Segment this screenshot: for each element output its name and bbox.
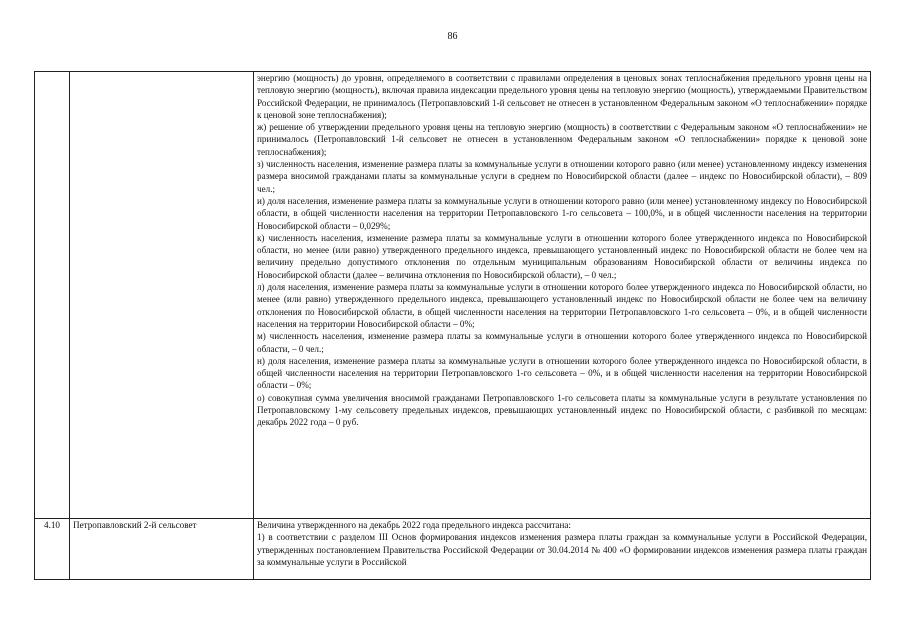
paragraph: к) численность населения, изменение размера платы за коммунальные услуги в отношении которого более утвержденного индекса по Новосибирской области, но менее (или равно) утвержденного предельного индекса, превышающего установленный индекс по Новосибирской области не более чем на величину предельно допустимого отклонения по отдельным муниципальным образованиям Новосибирской области от величины индекса по Новосибирской области (далее – величина отклонения по Новосибирской области), – 0 чел.; [257, 232, 867, 280]
municipality-name-cell: Петропавловский 2-й сельсовет [70, 519, 254, 580]
content-table [34, 71, 871, 580]
row-number-cell: 4.10 [35, 519, 70, 580]
paragraph: з) численность населения, изменение размера платы за коммунальные услуги в отношении которого равно (или менее) установленному индексу изменения размера вносимой гражданами платы за коммунальные услуги в среднем по Новосибирской области (далее – индекс по Новосибирской области), – 809 чел.; [257, 159, 867, 194]
municipality-name-cell [70, 72, 254, 519]
paragraph: ж) решение об утверждении предельного уровня цены на тепловую энергию (мощность) в соответствии с Федеральным законом «О теплоснабжении» не принималось (Петропавловский 1-й сельсовет не отнесен в установленном Федеральным законом «О теплоснабжении» порядке к ценовой зоне теплоснабжения); [257, 122, 867, 157]
row-number-cell [35, 72, 70, 519]
paragraph: энергию (мощность) до уровня, определяемого в соответствии с правилами определения в ценовых зонах теплоснабжения предельного уровня цены на тепловую энергию (мощность), включая правила индексации предельного уровня цены на тепловую энергию (мощность), утверждаемыми Правительством Российской Федерации, не принималось (Петропавловский 1-й сельсовет не отнесен в установленном Федеральным законом «О теплоснабжении» порядке к ценовой зоне теплоснабжения); [257, 73, 867, 120]
paragraph: Величина утвержденного на декабрь 2022 года предельного индекса рассчитана: [257, 520, 571, 530]
table-row [35, 519, 871, 580]
paragraph: л) доля населения, изменение размера платы за коммунальные услуги в отношении которого более утвержденного индекса по Новосибирской области, но менее (или равно) утвержденного предельного индекса, превышающего установленный индекс по Новосибирской области не более чем на величину отклонения по Новосибирской области, в общей численности населения на территории Петропавловского 1-го сельсовета – 0%, и в общей численности населения на территории Новосибирской области – 0%; [257, 282, 867, 329]
description-cell [254, 519, 871, 580]
paragraph: м) численность населения, изменение размера платы за коммунальные услуги в отношении которого более утвержденного индекса по Новосибирской области, – 0 чел.; [257, 331, 867, 354]
paragraph: и) доля населения, изменение размера платы за коммунальные услуги в отношении которого равно (или менее) установленному индексу по Новосибирской области, в общей численности населения на территории Петропавловского 1-го сельсовета – 100,0%, и в общей численности населения на территории Новосибирской области – 0,029%; [257, 195, 867, 231]
paragraph: 1) в соответствии с разделом III Основ формирования индексов изменения размера платы граждан за коммунальные услуги в Российской Федерации, утвержденных постановлением Правительства Российской Федерации от 30.04.2014 № 400 «О формировании индексов изменения размера платы граждан за коммунальные услуги в Российской [257, 532, 867, 567]
paragraph: о) совокупная сумма увеличения вносимой гражданами Петропавловского 1-го сельсовета платы за коммунальные услуги в результате установления по Петропавловскому 1-му сельсовету предельных индексов, превышающих установленный индекс по Новосибирской области, с разбивкой по месяцам: декабрь 2022 года – 0 руб. [257, 392, 867, 428]
table-row [35, 72, 871, 519]
description-cell [254, 72, 871, 519]
paragraph: н) доля населения, изменение размера платы за коммунальные услуги в отношении которого более утвержденного индекса по Новосибирской области, в общей численности населения на территории Петропавловского 1-го сельсовета – 0%, и в общей численности населения на территории Новосибирской области – 0%; [257, 355, 867, 391]
page-number: 86 [447, 31, 458, 42]
